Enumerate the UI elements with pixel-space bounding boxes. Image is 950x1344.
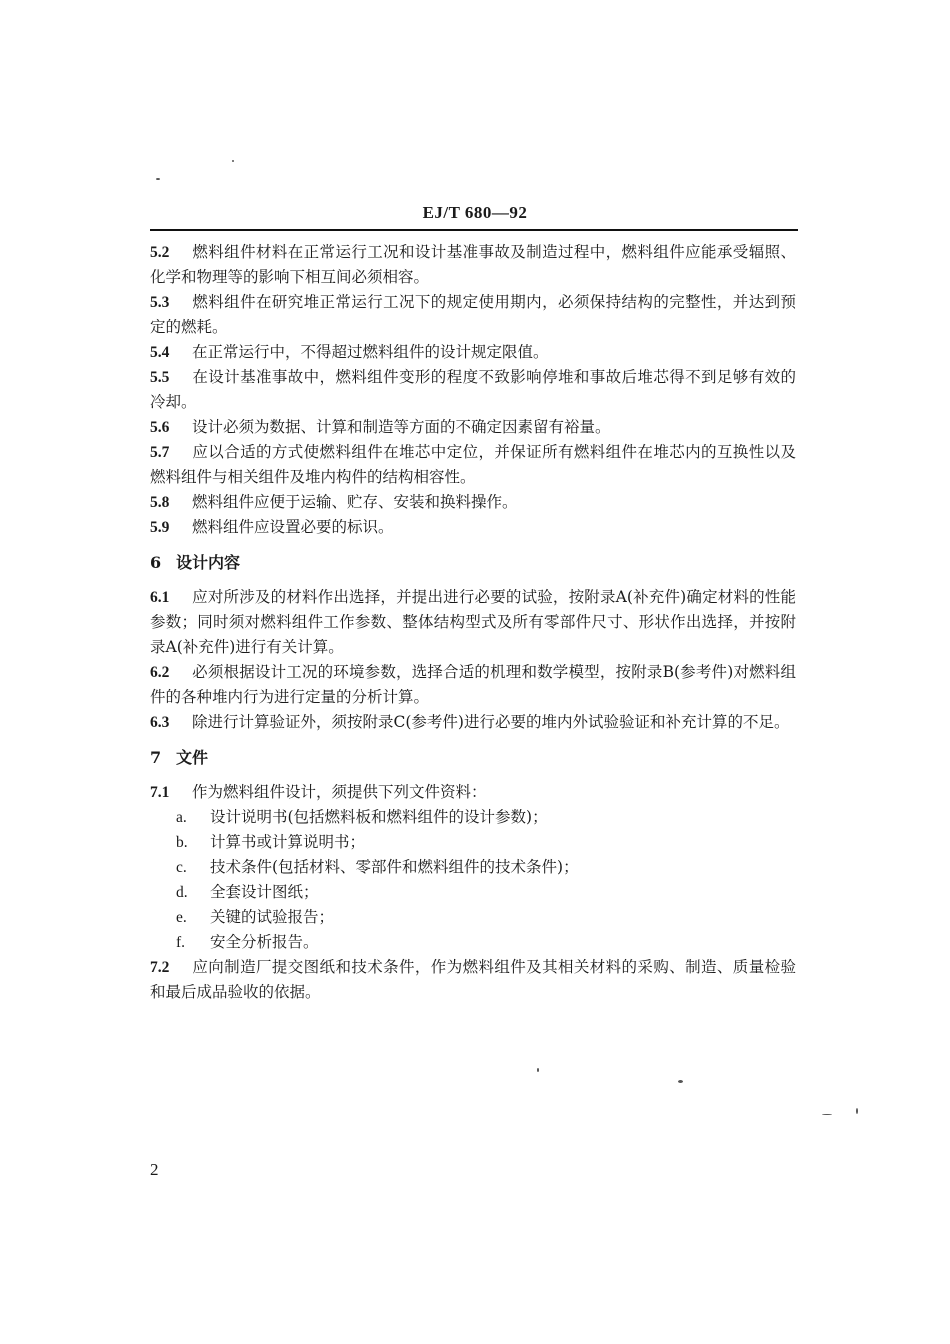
clause-5-9 bbox=[150, 515, 796, 540]
document-list bbox=[150, 805, 796, 955]
clause-text: 除进行计算验证外，须按附录C(参考件)进行必要的堆内外试验验证和补充计算的不足。 bbox=[192, 713, 790, 731]
clause-5-6 bbox=[150, 415, 796, 440]
scan-speck bbox=[678, 1080, 683, 1083]
list-item bbox=[150, 805, 796, 830]
page-content bbox=[150, 240, 796, 1005]
clause-text: 燃料组件材料在正常运行工况和设计基准事故及制造过程中，燃料组件应能承受辐照、化学和物理等的影响下相互间必须相容。 bbox=[150, 243, 796, 286]
clause-6-3 bbox=[150, 710, 796, 735]
clause-text: 在正常运行中，不得超过燃料组件的设计规定限值。 bbox=[192, 343, 549, 361]
clause-5-7 bbox=[150, 440, 796, 490]
clause-text: 应以合适的方式使燃料组件在堆芯中定位，并保证所有燃料组件在堆芯内的互换性以及燃料组件与相关组件及堆内构件的结构相容性。 bbox=[150, 443, 796, 486]
clause-text: 应向制造厂提交图纸和技术条件，作为燃料组件及其相关材料的采购、制造、质量检验和最后成品验收的依据。 bbox=[150, 958, 796, 1001]
scan-speck bbox=[822, 1114, 832, 1115]
section-7-heading bbox=[150, 745, 796, 770]
list-item bbox=[150, 880, 796, 905]
section-title: 设计内容 bbox=[176, 553, 241, 572]
list-item-text: 设计说明书(包括燃料板和燃料组件的设计参数)； bbox=[210, 808, 548, 826]
list-item-text: 全套设计图纸； bbox=[210, 883, 319, 901]
list-item bbox=[150, 855, 796, 880]
list-item-text: 关键的试验报告； bbox=[210, 908, 335, 926]
list-item-text: 计算书或计算说明书； bbox=[210, 833, 366, 851]
list-item bbox=[150, 930, 796, 955]
clause-7-1 bbox=[150, 780, 796, 805]
clause-number: 7.1 bbox=[150, 784, 170, 801]
clause-5-3 bbox=[150, 290, 796, 340]
clause-text: 作为燃料组件设计，须提供下列文件资料： bbox=[192, 783, 487, 801]
clause-number: 6.2 bbox=[150, 664, 170, 681]
list-item bbox=[150, 905, 796, 930]
scan-speck bbox=[856, 1108, 858, 1114]
clause-number: 6.3 bbox=[150, 714, 170, 731]
section-number: 6 bbox=[150, 553, 162, 572]
section-6-heading bbox=[150, 550, 796, 575]
list-marker: b. bbox=[176, 834, 188, 851]
clause-text: 在设计基准事故中，燃料组件变形的程度不致影响停堆和事故后堆芯得不到足够有效的冷却。 bbox=[150, 368, 796, 411]
list-marker: c. bbox=[176, 859, 187, 876]
clause-number: 5.7 bbox=[150, 444, 170, 461]
scan-speck bbox=[537, 1068, 539, 1072]
clause-number: 6.1 bbox=[150, 589, 170, 606]
clause-5-5 bbox=[150, 365, 796, 415]
clause-5-2 bbox=[150, 240, 796, 290]
clause-text: 燃料组件在研究堆正常运行工况下的规定使用期内，必须保持结构的完整性，并达到预定的燃耗。 bbox=[150, 293, 796, 336]
clause-text: 应对所涉及的材料作出选择，并提出进行必要的试验，按附录A(补充件)确定材料的性能参数；同时须对燃料组件工作参数、整体结构型式及所有零部件尺寸、形状作出选择，并按附录A(补充件)进行有关计算。 bbox=[150, 588, 796, 656]
page-number: 2 bbox=[150, 1160, 159, 1179]
list-marker: d. bbox=[176, 884, 188, 901]
list-marker: f. bbox=[176, 934, 186, 951]
clause-number: 5.2 bbox=[150, 244, 170, 261]
clause-6-1 bbox=[150, 585, 796, 660]
clause-5-4 bbox=[150, 340, 796, 365]
clause-number: 5.3 bbox=[150, 294, 170, 311]
clause-7-2 bbox=[150, 955, 796, 1005]
list-marker: a. bbox=[176, 809, 187, 826]
clause-number: 5.6 bbox=[150, 419, 170, 436]
list-marker: e. bbox=[176, 909, 187, 926]
clause-text: 燃料组件应设置必要的标识。 bbox=[192, 518, 394, 536]
clause-number: 7.2 bbox=[150, 959, 170, 976]
clause-number: 5.4 bbox=[150, 344, 170, 361]
list-item-text: 安全分析报告。 bbox=[210, 933, 319, 951]
clause-text: 必须根据设计工况的环境参数，选择合适的机理和数学模型，按附录B(参考件)对燃料组件的各种堆内行为进行定量的分析计算。 bbox=[150, 663, 796, 706]
scan-speck bbox=[156, 178, 160, 180]
clause-6-2 bbox=[150, 660, 796, 710]
clause-text: 燃料组件应便于运输、贮存、安装和换料操作。 bbox=[192, 493, 518, 511]
list-item-text: 技术条件(包括材料、零部件和燃料组件的技术条件)； bbox=[210, 858, 579, 876]
clause-number: 5.9 bbox=[150, 519, 170, 536]
clause-number: 5.5 bbox=[150, 369, 170, 386]
standard-code-header: EJ/T 680—92 bbox=[422, 203, 528, 222]
scan-speck bbox=[232, 160, 234, 162]
list-item bbox=[150, 830, 796, 855]
section-title: 文件 bbox=[176, 748, 209, 767]
header-rule bbox=[150, 229, 798, 231]
clause-5-8 bbox=[150, 490, 796, 515]
section-number: 7 bbox=[150, 748, 162, 767]
clause-number: 5.8 bbox=[150, 494, 170, 511]
clause-text: 设计必须为数据、计算和制造等方面的不确定因素留有裕量。 bbox=[192, 418, 611, 436]
